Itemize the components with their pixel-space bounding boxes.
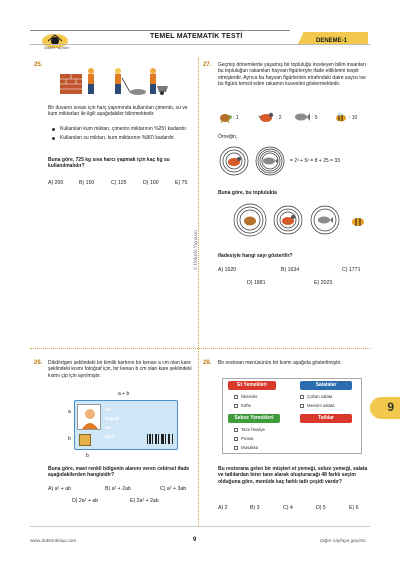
q27-number: 27.	[203, 62, 212, 68]
q28-option-d[interactable]: D) 5	[316, 505, 326, 511]
photo-area	[77, 404, 101, 430]
menu-et-item-1: İskender	[234, 394, 257, 399]
menu-sebze-title: Sebze Yemekleri	[228, 414, 280, 423]
q28-question: Bu restorana gelen bir müşteri et yemeği, sebze yemeği, salata ve tatlılardan birer tane alarak oluşturacağı 48 farklı seçim olduğuna göre, menüde kaç farklı tatlı çeşidi vardır?	[218, 466, 368, 485]
q27-option-d[interactable]: D) 1881	[247, 280, 266, 286]
q26-option-b[interactable]: B) a² + 2ab	[105, 486, 131, 492]
footer-page-number: 9	[193, 537, 197, 543]
turtle-icon	[218, 110, 232, 124]
q28-option-e[interactable]: E) 6	[349, 505, 359, 511]
q26-intro: Dikdörtgen şeklindeki bir kimlik kartının bir kenarı a cm olan kare şeklindeki kısmı fotoğraf için, bir kenarı b cm olan kare şeklindeki kısmı çip için ayrılmıştır.	[48, 360, 192, 379]
label-a-plus-b: a + b	[118, 391, 130, 397]
q27-example-equation: = 2³ + 5² = 8 + 25 = 33	[290, 158, 340, 164]
fish-icon	[294, 112, 310, 122]
q27-intro: Geçmiş dönemlerde yaşamış bir topluluğu inceleyen bilim insanları bu topluluğun rakamları hayvan figürleriyle ifade ettiklerini tespit etmişlerdir. Ayrıca bu hayvan figürlerinin etrafındaki daire sayısı ise bu figürü temsil eden rakamın kuvvetini göstermektedir.	[218, 62, 366, 88]
side-page-number: 9	[387, 400, 394, 414]
q27-option-e[interactable]: E) 2023	[314, 280, 333, 286]
menu-sebze-item-1: Taze fasulye	[234, 427, 265, 432]
q26-option-c[interactable]: C) a² + 3ab	[160, 486, 187, 492]
q28-intro: Bir restoran menüsünün bir kısmı aşağıda gösterilmiştir.	[218, 360, 342, 366]
menu-tatli-title: Tatlılar	[300, 414, 352, 423]
menu-salata-item-2: Mevsim salata	[300, 403, 334, 408]
footer-url[interactable]: www.doktrinkitap.com	[30, 539, 77, 544]
menu-et-title: Et Yemekleri	[228, 381, 276, 390]
example-figures-icon	[218, 145, 288, 177]
q27-mid-text: Buna göre, bu toplulukta	[218, 190, 277, 196]
legend-bee-value: : 10	[349, 115, 358, 121]
menu-sebze-item-3: Musakka	[234, 445, 258, 450]
publisher-watermark: © Doktrin Yayınları	[194, 229, 199, 270]
menu-sebze-item-2: Pırasa	[234, 436, 253, 441]
q25-option-c[interactable]: C) 125	[111, 180, 127, 186]
q27-option-a[interactable]: A) 1620	[218, 267, 237, 273]
q25-option-b[interactable]: B) 150	[79, 180, 95, 186]
page-header	[0, 0, 400, 58]
legend-turtle-value: : 1	[233, 115, 239, 121]
person-photo-icon	[81, 407, 99, 429]
legend-fish-value: : 5	[312, 115, 318, 121]
q26-option-e[interactable]: E) 2a² + 2ab	[130, 498, 159, 504]
q25-option-d[interactable]: D) 100	[143, 180, 159, 186]
logo-text: Doktrin Yayınları	[44, 46, 70, 50]
q27-question: ifadesiyle hangi sayı gösterilir?	[218, 253, 293, 259]
menu-salata-title: Salatalar	[300, 381, 352, 390]
exam-tab-label: DENEME-1	[316, 38, 348, 44]
q25-option-a[interactable]: A) 200	[48, 180, 64, 186]
q28-option-b[interactable]: B) 3	[250, 505, 260, 511]
q25-number: 25.	[34, 62, 43, 68]
q26-question: Buna göre, mavi renkli bölgenin alanını veren cebirsel ifade aşağıdakilerden hangisidir?	[48, 466, 190, 479]
menu-salata-item-1: Çoban salata	[300, 394, 332, 399]
card-fields	[105, 405, 119, 441]
chip-icon	[79, 434, 91, 446]
construction-workers-illustration	[58, 64, 173, 96]
bee-icon	[334, 110, 348, 124]
menu-et-item-2: Köfte	[234, 403, 251, 408]
q25-option-e[interactable]: E) 75	[175, 180, 188, 186]
label-b-bottom: b	[86, 453, 89, 459]
test-title: TEMEL MATEMATİK TESTİ	[150, 33, 243, 40]
label-a: a	[68, 409, 71, 415]
card-field-class: Sınıf	[105, 434, 115, 439]
side-page-tab	[370, 397, 400, 419]
footer-next-page-note: Diğer sayfaya geçiniz.	[320, 539, 367, 544]
question-figures-icon	[232, 202, 372, 238]
footer-rule	[30, 526, 370, 527]
q27-option-b[interactable]: B) 1634	[281, 267, 300, 273]
q25-bullet-2: Kullanılan su miktarı, kum miktarının %80'i kadardır.	[52, 135, 193, 141]
q27-option-c[interactable]: C) 1771	[342, 267, 361, 273]
card-field-surname: Soyad	[105, 416, 119, 421]
q25-intro: Bir duvarın sıvası için harç yapımında kullanılan çimento, su ve kum miktarları ile ilgili aşağıdakiler bilinmektedir.	[48, 105, 188, 118]
bird-icon	[258, 110, 274, 124]
q28-number: 28.	[203, 360, 212, 366]
card-field-no: No	[105, 425, 111, 430]
row-divider	[30, 348, 370, 349]
column-divider	[198, 58, 199, 526]
label-b-left: b	[68, 436, 71, 442]
q25-question: Buna göre, 725 kg sıva harcı yapmak için kaç kg su kullanılmalıdır?	[48, 157, 170, 170]
header-rule	[30, 44, 370, 45]
q26-option-a[interactable]: A) a² + ab	[48, 486, 71, 492]
q26-option-d[interactable]: D) 2a² + ab	[72, 498, 99, 504]
card-field-name: Ad	[105, 407, 111, 412]
q26-number: 26.	[34, 360, 43, 366]
id-card	[74, 400, 178, 450]
q28-option-c[interactable]: C) 4	[283, 505, 293, 511]
q25-bullet-1: Kullanılan kum miktarı, çimento miktarının %25'i kadardır.	[52, 126, 193, 132]
legend-bird-value: : 2	[276, 115, 282, 121]
q27-example-label: Örneğin,	[218, 134, 238, 140]
barcode-icon	[147, 434, 175, 444]
q25-bullets	[52, 126, 193, 145]
q28-option-a[interactable]: A) 2	[218, 505, 228, 511]
